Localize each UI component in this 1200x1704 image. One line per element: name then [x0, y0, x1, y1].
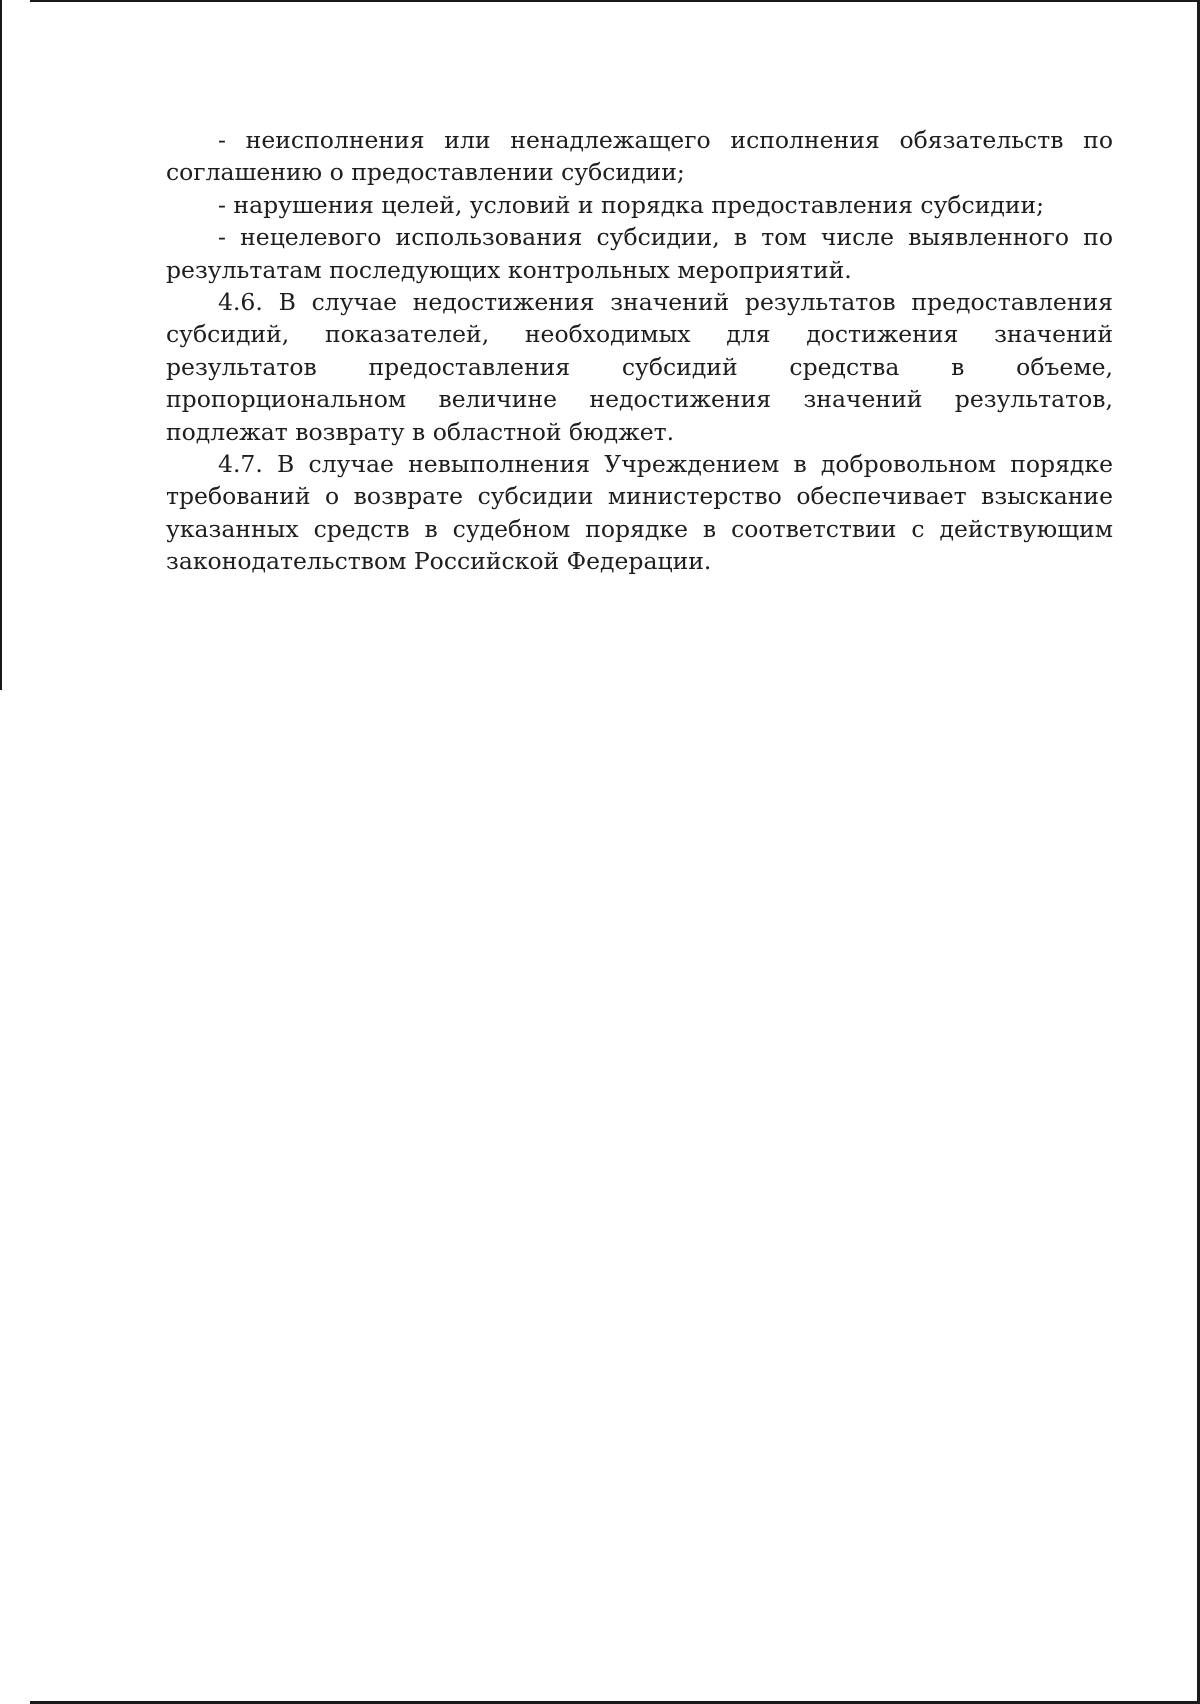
paragraph-4-6: 4.6. В случае недостижения значений результатов предоставления субсидий, показателей, необходимых для достижения значений результатов предоставления субсидий средства в объеме, пропорциональном величине недостижения значений результатов, подлежат возврату в областной бюджет.	[166, 288, 1113, 446]
scan-edge-left	[0, 0, 2, 690]
paragraph-item-misuse: - нецелевого использования субсидии, в том числе выявленного по результатам последующих контрольных мероприятий.	[166, 223, 1113, 284]
paragraph-item-nonfulfillment: - неисполнения или ненадлежащего исполнения обязательств по соглашению о предоставлении субсидии;	[166, 126, 1113, 187]
paragraph-4-7: 4.7. В случае невыполнения Учреждением в добровольном порядке требований о возврате субсидии министерство обеспечивает взыскание указанных средств в судебном порядке в соответствии с действующим законодательством Российской Федерации.	[166, 450, 1113, 576]
paragraph-item-violation: - нарушения целей, условий и порядка предоставления субсидии;	[218, 190, 1045, 219]
document-body	[166, 124, 1113, 578]
scan-edge-top	[30, 0, 1200, 2]
